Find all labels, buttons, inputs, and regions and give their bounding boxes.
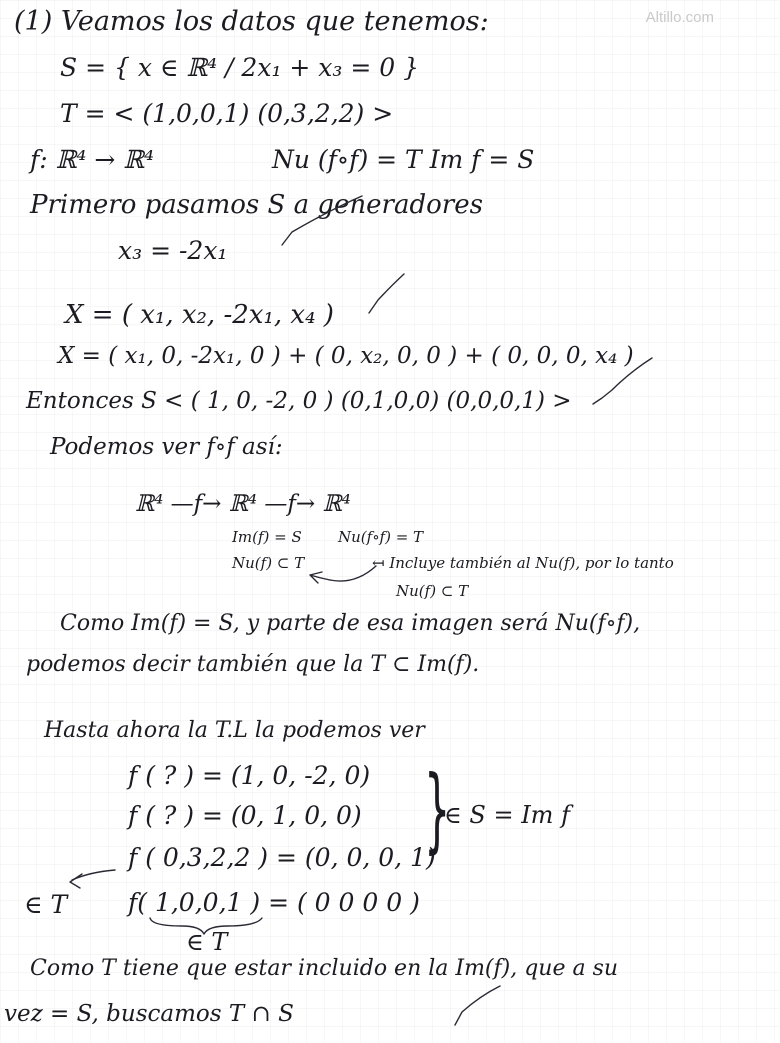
curved-arrow xyxy=(330,566,376,581)
line-step-generators: Primero pasamos S a generadores xyxy=(30,190,483,220)
line-linear-map-so-far: Hasta ahora la T.L la podemos ver xyxy=(44,718,425,743)
left-arrow xyxy=(72,870,115,880)
line-kernel-image: Nu (f∘f) = T Im f = S xyxy=(272,145,535,174)
line-image-reasoning: Como Im(f) = S, y parte de esa imagen será Nu(f∘f), xyxy=(60,611,641,636)
line-in-t-under: ∈ T xyxy=(186,928,228,956)
line-vector-decomposition: X = ( x₁, 0, -2x₁, 0 ) + ( 0, x₂, 0, 0 ) + ( 0, 0, 0, x₄ ) xyxy=(58,343,634,369)
watermark: Altillo.com xyxy=(645,9,714,26)
line-function-domain: f: ℝ⁴ → ℝ⁴ xyxy=(30,145,155,174)
line-kernel-f-subset: Nu(f) ⊂ T xyxy=(232,554,305,572)
line-kernel-fof: Nu(f∘f) = T xyxy=(338,528,424,546)
line-s-generators: Entonces S < ( 1, 0, -2, 0 ) (0,1,0,0) (0,0,0,1) > xyxy=(26,388,572,414)
check-mark xyxy=(593,358,652,404)
arrow-head xyxy=(310,572,330,583)
line-image-f: Im(f) = S xyxy=(232,528,302,546)
check-mark xyxy=(369,274,404,313)
line-map-row-2: f ( ? ) = (0, 1, 0, 0) xyxy=(128,801,362,830)
line-vector-x: X = ( x₁, x₂, -2x₁, x₄ ) xyxy=(65,300,334,330)
brace-rows: } xyxy=(424,756,451,863)
line-set-s-definition: S = { x ∈ ℝ⁴ / 2x₁ + x₃ = 0 } xyxy=(60,53,420,82)
line-includes-note: ↤ Incluye también al Nu(f), por lo tanto xyxy=(372,554,674,572)
line-composition-intro: Podemos ver f∘f así: xyxy=(50,434,283,460)
line-intersection-search: vez = S, buscamos T ∩ S xyxy=(4,1001,294,1027)
line-in-image-f: ∈ S = Im f xyxy=(444,801,570,829)
line-intersection-reasoning: Como T tiene que estar incluido en la Im(f), que a su xyxy=(30,956,619,981)
line-map-row-3: f ( 0,3,2,2 ) = (0, 0, 0, 1) xyxy=(128,843,436,872)
line-set-t-generators: T = < (1,0,0,1) (0,3,2,2) > xyxy=(60,99,394,128)
line-intro: (1) Veamos los datos que tenemos: xyxy=(14,6,489,37)
line-x3-relation: x₃ = -2x₁ xyxy=(118,236,228,265)
line-composition-diagram: ℝ⁴ —f→ ℝ⁴ —f→ ℝ⁴ xyxy=(135,491,351,517)
line-t-subset-image: podemos decir también que la T ⊂ Im(f). xyxy=(26,652,480,677)
check-mark xyxy=(455,986,500,1025)
line-kernel-f-subset-t: Nu(f) ⊂ T xyxy=(396,582,469,600)
line-map-row-4: f( 1,0,0,1 ) = ( 0 0 0 0 ) xyxy=(128,888,420,917)
underbrace xyxy=(150,918,262,934)
line-map-row-1: f ( ? ) = (1, 0, -2, 0) xyxy=(128,761,371,790)
check-mark xyxy=(282,196,362,245)
line-in-t-left: ∈ T xyxy=(24,890,68,919)
